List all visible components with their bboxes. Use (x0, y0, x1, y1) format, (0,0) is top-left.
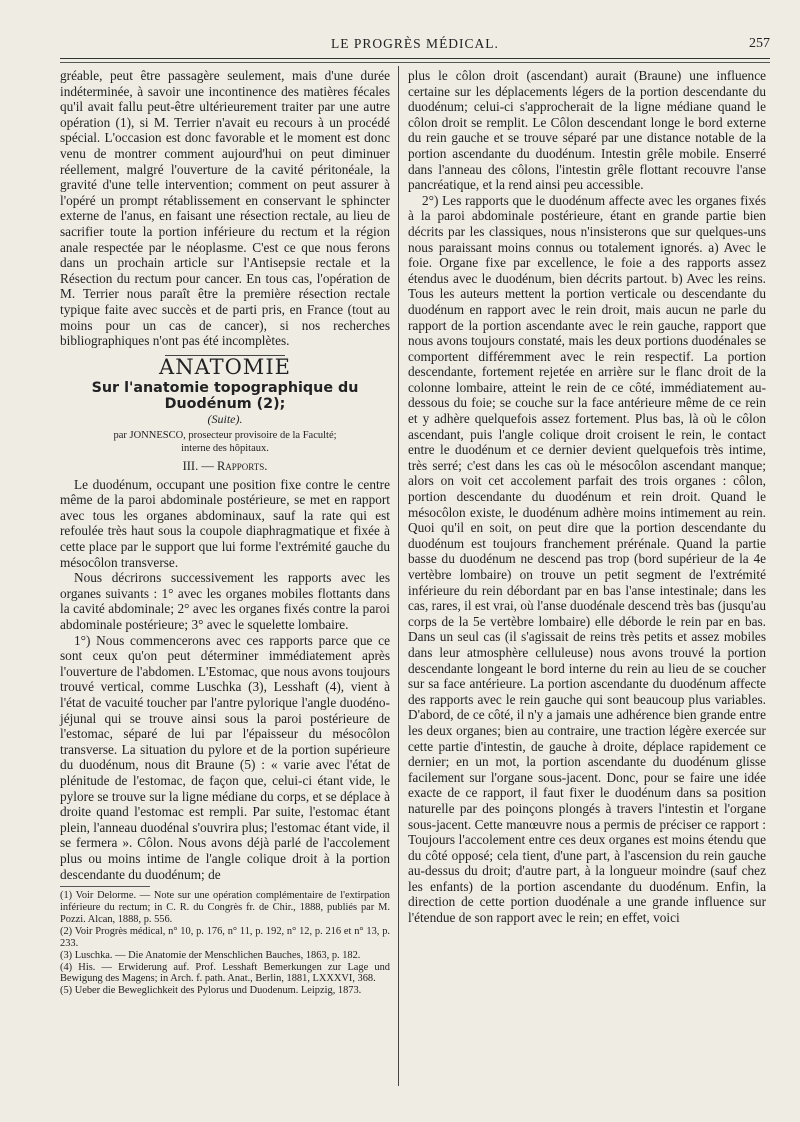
left-column (60, 68, 390, 997)
page-number: 257 (749, 36, 770, 51)
section-ornament-rule (165, 355, 285, 356)
footnote-3: (3) Luschka. — Die Anatomie der Menschlichen Bauches, 1863, p. 182. (60, 949, 361, 961)
subsection-heading: III. — Rapports. (182, 459, 268, 474)
body-paragraph-1: Le duodénum, occupant une position fixe contre le centre même de la paroi abdominale postérieure, se met en rapport avec tous les organes abdominaux, sauf la rate qui est refoulée très haut sous la coupole diaphragmatique et fixée à cette place par le support que lui forme l'extrémité gauche du mésocôlon transverse. (60, 476, 390, 570)
page-header (60, 36, 770, 56)
author-line-1: par JONNESCO, prosecteur provisoire de la Faculté; (113, 430, 337, 442)
right-column (408, 68, 766, 926)
intro-paragraph: gréable, peut être passagère seulement, mais d'une durée indéterminée, à savoir une incontinence des matières fécales qu'il avait fallu peut-être ultérieurement traiter par une autre opération (1), si M. Terrier n'avait eu recours à un procédé spécial. L'occasion est donc favorable et le moment est donc venu de montrer comment aujourd'hui on peut diminuer réellement, malgré l'ouverture de la cavité péritonéale, la gravité d'une telle intervention; comment on peut assurer à l'opéré un prompt rétablissement en conservant le sphincter externe de l'anus, en faisant une résection rectale, au lieu de sacrifier toute la portion inférieure du rectum et la région anale respectée par le néoplasme. C'est ce que nous ferons dans un prochain article sur l'Antisepsie rectale et la Résection du rectum pour cancer. En tous cas, l'opération de M. Terrier nous paraît être la première résection rectale typique faite avec succès et de parti pris, en France (tout au moins pour un cas de cancer), si nos recherches bibliographiques n'ont pas été incomplètes. (60, 68, 390, 349)
right-paragraph-2: 2°) Les rapports que le duodénum affecte avec les organes fixés à la paroi abdominale postérieure, étant en grande partie bien décrits par les classiques, nous n'insisterons que sur quelques-uns nous paraissant moins connus ou totalement ignorés. a) Avec le foie. Organe fixe par excellence, le foie a des rapports assez étendus avec le duodénum, bien décrits partout. b) Avec les reins. Tous les auteurs mettent la portion verticale ou descendante du duodénum en rapport avec le rein droit, mais aucun ne parle du rapport de la portion ascendante avec le rein gauche, rapport que nous avons toujours constaté, mais les deux portions duodénales se comportent différemment avec le rein respectif. La portion descendante, fortement rejetée en arrière sur le flanc droit de la colonne lombaire, atteint le rein de ce côté, immédiatement au-dessous du foie; se couche sur la face antérieure même de ce rein et y adhère quelquefois assez fortement. Plus bas, là où le côlon ascendant, puis l'angle colique droit croisent le rein, le contact entre le duodénum et ce dernier devient quelquefois très intime, très serré; c'est dans les cas où le mésocôlon ascendant manque; alors on voit cet accolement parfait des trois organes : côlon, portion descendante du duodénum et rein droit. Quand le mésocôlon existe, le duodénum adhère moins intimement au rein. Quoi qu'il en soit, on peut dire que la portion descendante du duodénum est toujours franchement prérénale. Quand la partie basse du duodénum ne descend pas trop (bord supérieur de la 4e vertèbre lombaire) on trouve un petit segment de l'extrémité inférieure du rein débordant par en bas l'anse intestinale; dans les cas, rares, il est vrai, où l'anse duodénale descend très bas (jusqu'au corps de la 5e vertèbre lombaire) elle déborde le rein par en bas. Dans un seul cas (il s'agissait de reins très petits et assez mobiles dans leur atmosphère celluleuse) nous avons trouvé la portion descendante longeant le bord interne du rein au lieu de se coucher sur sa face antérieure. La portion ascendante du duodénum affecte des rapports avec le rein gauche qui sont beaucoup plus variables. D'abord, de ce côté, il n'y a jamais une adhérence bien grande entre les deux organes; bien au contraire, une traction légère exercée sur cette partie d'intestin, de gauche à droite, déplace rapidement ce dernier; en un mot, la portion ascendante du duodénum glisse facilement sur l'organe sous-jacent. Donc, pour se faire une idée exacte de ce rapport, il faut fixer le duodénum dans sa position naturelle par des poinçons plongés à travers l'intestin et l'organe sous-jacent. Cette manœuvre nous a permis de préciser ce rapport : Toujours l'accolement entre ces deux organes est moins étendu que du côté opposé; cela tient, d'une part, à l'ascension du rein gauche au-dessus du droit; d'autre part, à la longueur moindre (sauf chez les enfants) de la portion ascendante du duodénum. Enfin, la direction de cette portion duodénale a une grande influence sur l'étendue de son rapport avec le rein; en effet, voici (408, 192, 766, 926)
footnote-5: (5) Ueber die Beweglichkeit des Pylorus und Duodenum. Leipzig, 1873. (60, 985, 362, 997)
right-paragraph-1: plus le côlon droit (ascendant) aurait (Braune) une influence certaine sur les déplacements légers de la portion descendante du duodénum; celui-ci s'approcherait de la ligne médiane quand le côlon droit se remplit. Le Côlon descendant longe le bord externe du rein gauche et se trouve séparé par une distance notable de la portion ascendante du duodénum. Intestin grêle mobile. Enserré dans l'anneau des côlons, l'intestin grêle flottant recouvre l'anse pancréatique, et la rend ainsi peu accessible. (408, 68, 766, 193)
header-rule (60, 58, 770, 59)
footnotes (60, 890, 390, 997)
body-paragraph-3: 1°) Nous commencerons avec ces rapports parce que ce sont ceux qu'on peut déterminer immédiatement après l'ouverture de l'abdomen. L'Estomac, que nous avons toujours trouvé vertical, comme Luschka (3), Lesshaft (4), vient à l'état de vacuité toucher par l'antre pylorique l'angle duodéno-jéjunal qui se trouve ainsi sous la paroi postérieure de l'estomac, séparé de lui par l'épaisseur du mésocôlon transverse. La situation du pylore et de la portion supérieure du duodénum, nous dit Braune (5) : « varie avec l'état de plénitude de l'estomac, de façon que, celui-ci étant vide, le pylore se trouve sur la ligne médiane du corps, et se déplace à droite quand l'estomac est rempli. Par suite, l'estomac étant plein, l'anneau duodénal s'ouvrira plus; l'estomac étant vide, il se fermera ». Côlon. Nous avons déjà parlé de l'accolement plus ou moins intime de l'angle colique droit à la portion descendante du duodénum; de (60, 632, 390, 882)
footnote-2: (2) Voir Progrès médical, n° 10, p. 176, n° 11, p. 192, n° 12, p. 216 et n° 13, p. 233. (60, 925, 390, 949)
article-title: Sur l'anatomie topographique du Duodénum (2); (91, 380, 359, 412)
section-title: ANATOMIE (159, 354, 291, 379)
author-line-2: interne des hôpitaux. (181, 442, 269, 454)
journal-title: LE PROGRÈS MÉDICAL. (331, 36, 499, 51)
footnote-1: (1) Voir Delorme. — Note sur une opération complémentaire de l'extirpation inférieure du rectum; in C. R. du Congrès fr. de Chir., 1888, publiés par M. Pozzi. Alcan, 1888, p. 556. (60, 890, 390, 925)
article-suite: (Suite). (207, 412, 243, 427)
footnote-4: (4) His. — Erwiderung auf. Prof. Lesshaft Bemerkungen zur Lage und Bewigung des Magens; in Arch. f. path. Anat., Berlin, 1881, LXXXVI, 368. (60, 961, 390, 985)
body-paragraph-2: Nous décrirons successivement les rapports avec les organes suivants : 1° avec les organes mobiles flottants dans la cavité abdominale; 2° avec les organes fixés contre la paroi abdominale postérieure; 3° avec le squelette lombaire. (60, 570, 390, 632)
author-block (60, 430, 390, 455)
column-divider (398, 66, 399, 1086)
header-rule-thin (60, 62, 770, 63)
footnote-rule (60, 886, 150, 887)
